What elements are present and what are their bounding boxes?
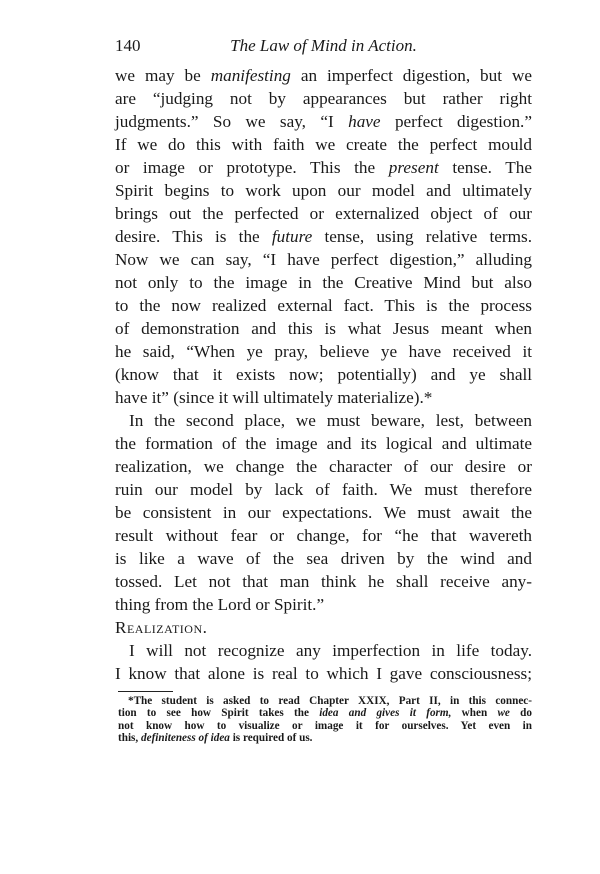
text-run: is like a wave of the sea driven by the wind and [115, 549, 532, 568]
text-run: to the now realized external fact. This is the process [115, 296, 532, 315]
text-line [115, 248, 532, 271]
text-run: do [509, 707, 532, 720]
text-line [115, 110, 532, 133]
text-run: when [451, 707, 498, 720]
text-line [115, 271, 532, 294]
text-line [115, 455, 532, 478]
text-line [115, 179, 532, 202]
text-run: result without fear or change, for “he that wavereth [115, 526, 532, 545]
text-run: an imperfect digestion, but we [290, 66, 533, 85]
italic-text: manifesting [210, 66, 291, 85]
text-run: we may be [115, 66, 211, 85]
text-line [115, 432, 532, 455]
text-line [115, 156, 532, 179]
footnote-line [118, 695, 532, 707]
footnote-line [118, 720, 532, 732]
italic-text: we [497, 707, 510, 720]
text-line [115, 202, 532, 225]
text-line [115, 386, 532, 409]
text-run: Realization. [115, 618, 208, 637]
text-run: are “judging not by appearances but rather right [115, 89, 532, 108]
text-run: tossed. Let not that man think he shall receive any- [115, 572, 532, 591]
text-run: desire. This is the [115, 227, 272, 246]
text-run: judgments.” So we say, “I [115, 112, 349, 131]
italic-text: future [271, 227, 313, 246]
text-run: Now we can say, “I have perfect digestion,” alluding [115, 250, 532, 269]
text-run: is required of us. [229, 732, 313, 745]
footnote-line [118, 732, 532, 744]
text-run: be consistent in our expectations. We must await the [115, 503, 532, 522]
running-title: The Law of Mind in Action. [230, 36, 417, 55]
footnote-rule [118, 691, 173, 692]
text-line [115, 317, 532, 340]
text-line [115, 524, 532, 547]
page-number: 140 [115, 36, 141, 55]
text-run: the formation of the image and its logical and ultimate [115, 434, 532, 453]
text-line [115, 501, 532, 524]
italic-text: have [348, 112, 381, 131]
text-run: tense. The [438, 158, 532, 177]
text-line [115, 225, 532, 248]
footnote [118, 695, 532, 745]
text-line [115, 340, 532, 363]
text-run: not know how to visualize or image it for ourselves. Yet even in [118, 719, 532, 732]
text-line [115, 133, 532, 156]
text-line [115, 363, 532, 386]
text-run: realization, we change the character of our desire or [115, 457, 532, 476]
text-run: thing from the Lord or Spirit.” [115, 595, 325, 614]
text-line [115, 64, 532, 87]
text-line [115, 593, 532, 616]
section-heading [115, 616, 532, 639]
text-run: of demonstration and this is what Jesus meant when [115, 319, 532, 338]
text-run: I will not recognize any imperfection in life today. [129, 641, 532, 660]
text-line [115, 409, 532, 432]
text-run: this, [118, 732, 142, 745]
text-line [115, 294, 532, 317]
text-run: I know that alone is real to which I gave consciousness; [115, 664, 532, 683]
text-run: *The student is asked to read Chapter XXIX, Part II, in this connec- [128, 695, 532, 707]
footnote-line [118, 707, 532, 719]
text-run: or image or prototype. This the [115, 158, 389, 177]
text-run: In the second place, we must beware, lest, between [129, 411, 532, 430]
text-line [115, 87, 532, 110]
text-run: If we do this with faith we create the perfect mould [115, 135, 532, 154]
text-run: have it” (since it will ultimately materialize).* [115, 388, 433, 407]
text-run: ruin our model by lack of faith. We must therefore [115, 480, 532, 499]
text-run: (know that it exists now; potentially) and ye shall [115, 365, 532, 384]
italic-text: present [388, 158, 439, 177]
text-run: perfect digestion.” [380, 112, 532, 131]
italic-text: definiteness of idea [141, 732, 230, 745]
text-run: not only to the image in the Creative Mind but also [115, 273, 532, 292]
text-run: Spirit begins to work upon our model and ultimately [115, 181, 532, 200]
text-line [115, 547, 532, 570]
text-line [115, 478, 532, 501]
running-header [115, 36, 532, 58]
text-run: brings out the perfected or externalized object of our [115, 204, 532, 223]
text-line [115, 639, 532, 662]
text-run: he said, “When ye pray, believe ye have received it [115, 342, 532, 361]
text-run: tion to see how Spirit takes the [118, 707, 320, 720]
text-line [115, 662, 532, 685]
italic-text: idea and gives it form, [319, 707, 452, 720]
text-line [115, 570, 532, 593]
text-run: tense, using relative terms. [312, 227, 532, 246]
body-text [115, 64, 532, 685]
